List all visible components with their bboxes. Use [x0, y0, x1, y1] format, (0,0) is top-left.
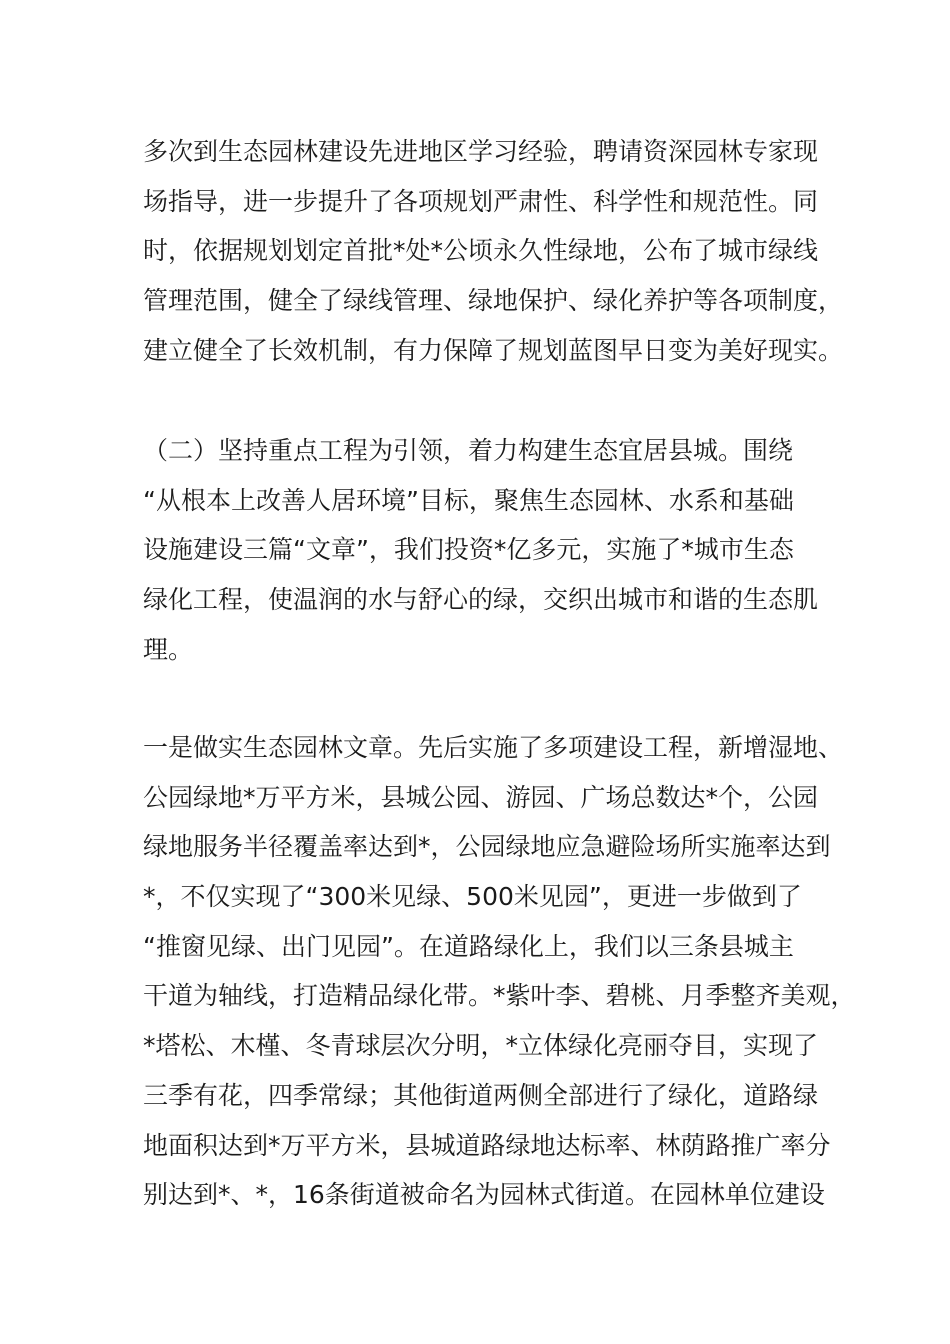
text-line: 公园绿地*万平方米，县城公园、游园、广场总数达*个，公园: [143, 782, 819, 812]
text-line: 地面积达到*万平方米，县城道路绿地达标率、林荫路推广率分: [143, 1130, 831, 1160]
paragraph-planning: [143, 127, 844, 375]
text-line: 理。: [143, 634, 194, 664]
text-line: “推窗见绿、出门见园”。在道路绿化上，我们以三条县城主: [143, 931, 794, 961]
section-heading-line: （二）坚持重点工程为引领，着力构建生态宜居县城。围绕: [143, 436, 794, 465]
text-line: 别达到*、*，16条街道被命名为园林式街道。在园林单位建设: [143, 1180, 825, 1210]
text-line: 场指导，进一步提升了各项规划严肃性、科学性和规范性。同: [143, 186, 819, 216]
text-line: 建立健全了长效机制，有力保障了规划蓝图早日变为美好现实。: [143, 335, 844, 365]
text-line: 管理范围，健全了绿线管理、绿地保护、绿化养护等各项制度，: [143, 286, 844, 316]
text-line: 绿化工程，使温润的水与舒心的绿，交织出城市和谐的生态肌: [143, 585, 819, 615]
text-line: 多次到生态园林建设先进地区学习经验，聘请资深园林专家现: [143, 137, 819, 166]
text-line: 时，依据规划划定首批*处*公顷永久性绿地，公布了城市绿线: [143, 236, 819, 266]
text-line: *，不仅实现了“300米见绿、500米见园”，更进一步做到了: [143, 882, 802, 912]
text-line: 设施建设三篇“文章”，我们投资*亿多元，实施了*城市生态: [143, 535, 794, 565]
paragraph-section-two: [143, 426, 828, 674]
paragraph-ecological-gardens: [143, 723, 856, 1220]
text-line: 干道为轴线，打造精品绿化带。*紫叶李、碧桃、月季整齐美观，: [143, 981, 856, 1011]
text-line: *塔松、木槿、冬青球层次分明，*立体绿化亮丽夺目，实现了: [143, 1031, 819, 1061]
text-line: “从根本上改善人居环境”目标，聚焦生态园林、水系和基础: [143, 485, 794, 515]
text-line: 绿地服务半径覆盖率达到*，公园绿地应急避险场所实施率达到: [143, 832, 831, 862]
text-line: 三季有花，四季常绿；其他街道两侧全部进行了绿化，道路绿: [143, 1080, 819, 1110]
text-line: 一是做实生态园林文章。先后实施了多项建设工程，新增湿地、: [143, 733, 844, 762]
